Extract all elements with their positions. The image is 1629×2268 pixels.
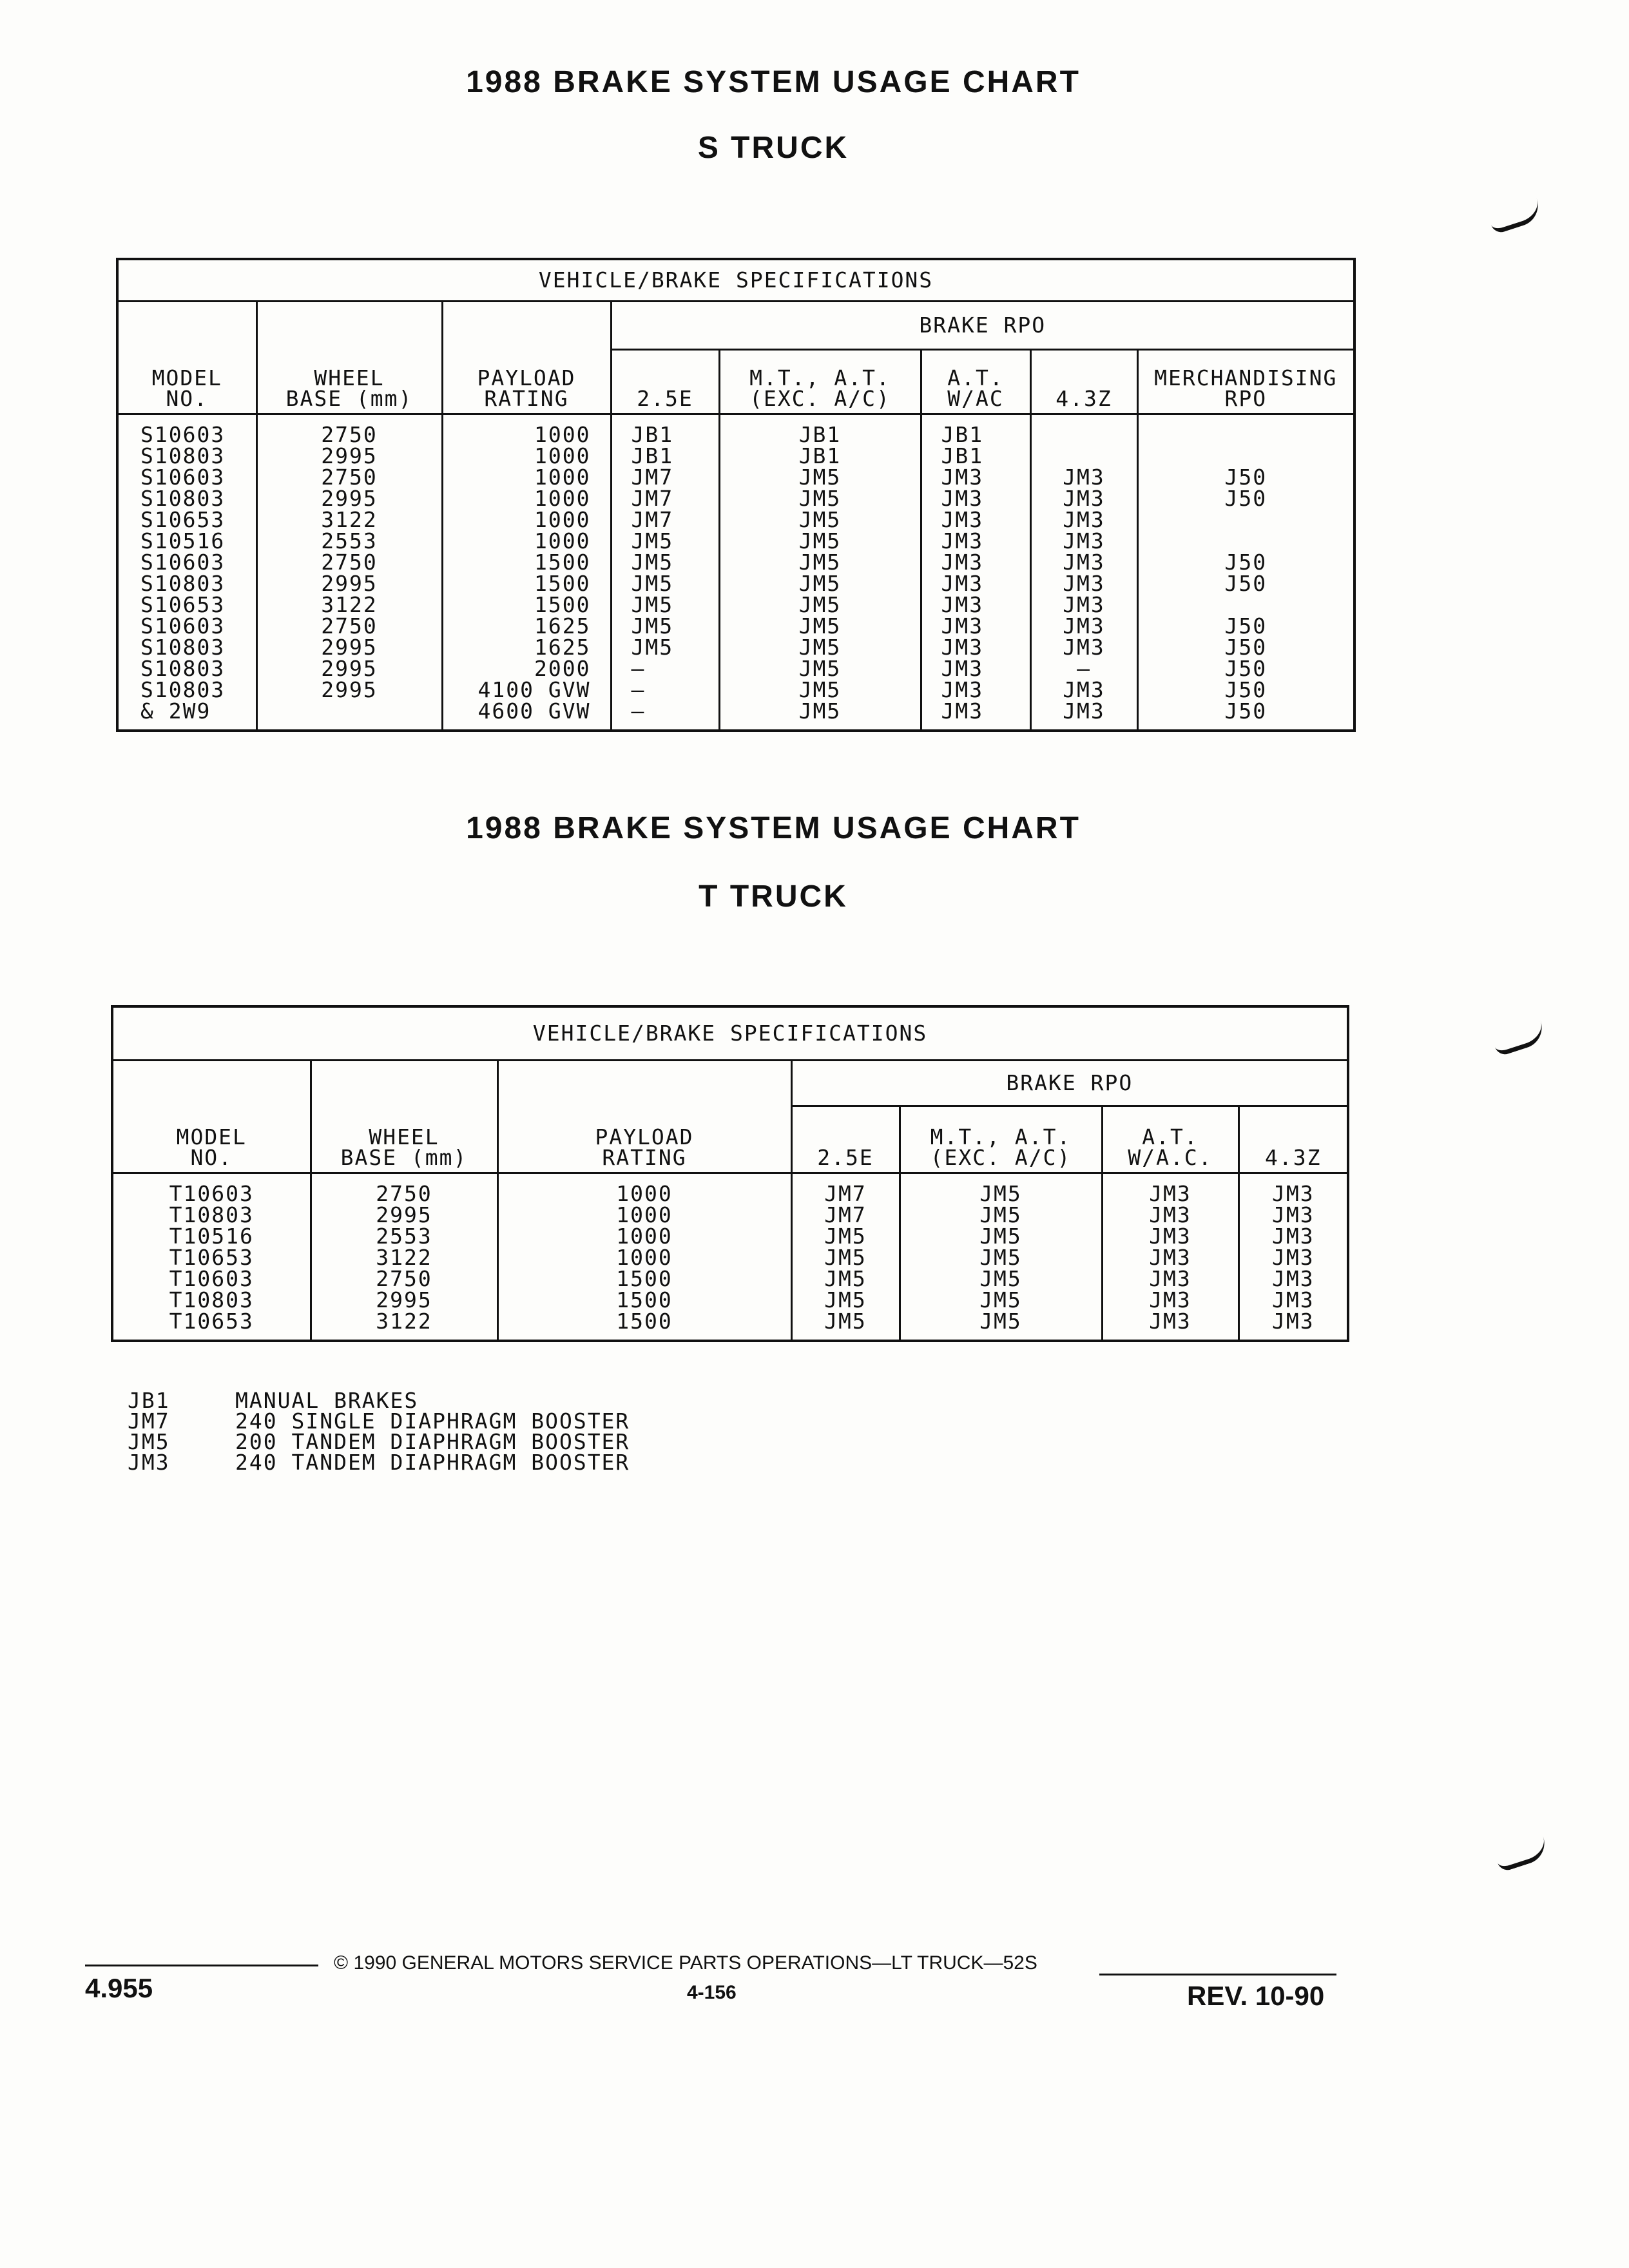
cell-line: JM3 (1063, 486, 1105, 511)
cell-line: JB1 (798, 443, 842, 468)
cell-line: JM7 (631, 465, 674, 490)
cell-line: T10603 (169, 1266, 254, 1291)
footer-rule-left (85, 1965, 318, 1966)
cell-line: JM3 (941, 465, 984, 490)
cell-line: JM3 (1149, 1266, 1191, 1291)
cell-line: T10653 (169, 1309, 254, 1334)
cell-line: J50 (1224, 613, 1268, 639)
cell-line: 1500 (534, 592, 591, 617)
cell-line: JM3 (941, 528, 984, 553)
cell-line: WHEEL (314, 365, 385, 390)
cell-line: JM5 (979, 1266, 1022, 1291)
cell-line: 2.5E (817, 1145, 874, 1170)
col-at-wac-header (1102, 1106, 1239, 1173)
cell-line: (EXC. A/C) (930, 1145, 1072, 1170)
cell-line: 2750 (321, 422, 378, 447)
cell-line: MERCHANDISING (1154, 365, 1338, 390)
model-no-column (112, 1173, 311, 1341)
cell-line: JM5 (824, 1224, 867, 1249)
cell-line: JM3 (1063, 613, 1105, 639)
cell-line: J50 (1224, 550, 1268, 575)
brake-rpo-header: BRAKE RPO (611, 302, 1354, 350)
cell-line: JM3 (1149, 1287, 1191, 1312)
cell-line: 2000 (534, 656, 591, 681)
cell-line: S10803 (140, 635, 226, 660)
cell-line: 1500 (616, 1309, 673, 1334)
cell-line: JM7 (631, 486, 674, 511)
cell-line: A.T. (947, 365, 1004, 390)
cell-line: 3122 (376, 1309, 432, 1334)
payload-rating-column (442, 414, 611, 731)
cell-line: JM5 (824, 1266, 867, 1291)
cell-line (1142, 445, 1350, 466)
wheel-base-column (311, 1173, 497, 1341)
cell-line: 1000 (616, 1181, 673, 1206)
payload-rating-header (497, 1061, 791, 1173)
legend-description: 200 TANDEM DIAPHRAGM BOOSTER (235, 1429, 630, 1454)
vehicle-brake-spec-header: VEHICLE/BRAKE SPECIFICATIONS (112, 1006, 1348, 1061)
col-at-wac-column (921, 414, 1030, 731)
cell-line: S10603 (140, 550, 226, 575)
cell-line: JM5 (631, 635, 674, 660)
t-truck-table (111, 1005, 1349, 1342)
merchandising-rpo-header (1137, 350, 1354, 414)
cell-line: JM3 (941, 592, 984, 617)
col-2-5e-column (611, 414, 719, 731)
cell-line: JM3 (1063, 550, 1105, 575)
cell-line: BASE (mm) (285, 386, 413, 411)
cell-line: JM3 (1149, 1224, 1191, 1249)
cell-line: WHEEL (369, 1124, 439, 1149)
legend-code: JM7 (128, 1408, 170, 1434)
cell-line: – (631, 677, 646, 702)
payload-rating-header (442, 302, 611, 414)
cell-line: JM3 (941, 486, 984, 511)
cell-line: 4600 GVW (477, 698, 591, 724)
legend-code: JM3 (128, 1450, 170, 1475)
cell-line (1142, 594, 1350, 615)
cell-line: 1000 (534, 528, 591, 553)
cell-line (1036, 424, 1133, 445)
s-truck-title: 1988 BRAKE SYSTEM USAGE CHART (466, 65, 1081, 99)
cell-line: RATING (484, 386, 569, 411)
cell-line: JM3 (941, 656, 984, 681)
s-truck-table (116, 258, 1356, 732)
merchandising-rpo-column (1137, 414, 1354, 731)
col-4-3z-column (1239, 1173, 1348, 1341)
cell-line: – (631, 656, 646, 681)
cell-line: 2750 (321, 550, 378, 575)
cell-line: 1000 (616, 1202, 673, 1227)
cell-line: T10803 (169, 1202, 254, 1227)
cell-line: NO. (190, 1145, 233, 1170)
table-body-row (112, 1173, 1348, 1341)
cell-line: S10653 (140, 592, 226, 617)
cell-line: JM5 (979, 1287, 1022, 1312)
wheel-base-header (311, 1061, 497, 1173)
hole-punch-mark (1492, 1021, 1547, 1057)
col-at-wac-header (921, 350, 1030, 414)
cell-line: MODEL (176, 1124, 247, 1149)
cell-line: 1500 (616, 1287, 673, 1312)
cell-line: & 2W9 (140, 698, 211, 724)
cell-line: M.T., A.T. (930, 1124, 1072, 1149)
cell-line: JM3 (1063, 528, 1105, 553)
cell-line: JM3 (941, 677, 984, 702)
footer-rule-right (1099, 1974, 1336, 1975)
cell-line: JM3 (941, 613, 984, 639)
cell-line: JM3 (1063, 465, 1105, 490)
cell-line: 2995 (321, 635, 378, 660)
cell-line: JM5 (798, 698, 842, 724)
cell-line: JM3 (1271, 1181, 1315, 1206)
cell-line: 1000 (534, 422, 591, 447)
cell-line: JM5 (798, 465, 842, 490)
cell-line: 1000 (616, 1224, 673, 1249)
cell-line: JM5 (798, 571, 842, 596)
cell-line: 2995 (321, 571, 378, 596)
cell-line: 1500 (616, 1266, 673, 1291)
cell-line: JM5 (824, 1309, 867, 1334)
cell-line: 1625 (534, 613, 591, 639)
cell-line: J50 (1224, 465, 1268, 490)
footer-copyright: © 1990 GENERAL MOTORS SERVICE PARTS OPERATIONS—LT TRUCK—52S (334, 1952, 1037, 1974)
hole-punch-mark (1488, 198, 1543, 235)
cell-line: 2.5E (637, 386, 693, 411)
hole-punch-mark (1494, 1836, 1550, 1872)
cell-line: JM5 (798, 613, 842, 639)
cell-line: JM5 (631, 571, 674, 596)
col-at-wac-column (1102, 1173, 1239, 1341)
cell-line: 2750 (376, 1266, 432, 1291)
cell-line: JM5 (798, 592, 842, 617)
cell-line: T10653 (169, 1245, 254, 1270)
cell-line: 3122 (321, 592, 378, 617)
footer-page-number: 4-156 (687, 1982, 737, 2003)
t-truck-title: 1988 BRAKE SYSTEM USAGE CHART (466, 811, 1081, 845)
cell-line: A.T. (1142, 1124, 1199, 1149)
t-truck-subtitle: T TRUCK (699, 879, 848, 914)
cell-line: JM3 (1149, 1245, 1191, 1270)
legend-description: 240 SINGLE DIAPHRAGM BOOSTER (235, 1408, 630, 1434)
cell-line: JM5 (979, 1202, 1022, 1227)
model-no-column (117, 414, 256, 731)
cell-line: 2750 (376, 1181, 432, 1206)
cell-line: JB1 (941, 443, 984, 468)
cell-line: JM3 (1063, 635, 1105, 660)
cell-line: JM3 (1149, 1181, 1191, 1206)
cell-line: JM7 (631, 507, 674, 532)
cell-line: JM5 (798, 528, 842, 553)
cell-line: 2995 (321, 486, 378, 511)
s-truck-subtitle: S TRUCK (697, 131, 849, 165)
model-no-header (112, 1061, 311, 1173)
cell-line: JM3 (941, 698, 984, 724)
col-2-5e-header (791, 1106, 900, 1173)
col-mt-at-header (719, 350, 921, 414)
cell-line: JM7 (824, 1202, 867, 1227)
cell-line: 2553 (321, 528, 378, 553)
cell-line: JM3 (1063, 592, 1105, 617)
cell-line: JM3 (1271, 1287, 1315, 1312)
cell-line: – (1077, 656, 1091, 681)
cell-line: JM3 (941, 571, 984, 596)
legend-description: MANUAL BRAKES (235, 1388, 419, 1413)
cell-line: JM5 (631, 550, 674, 575)
table-body-row (117, 414, 1354, 731)
cell-line: S10803 (140, 443, 226, 468)
cell-line: JM5 (798, 677, 842, 702)
cell-line: JM5 (798, 550, 842, 575)
vehicle-brake-spec-header: VEHICLE/BRAKE SPECIFICATIONS (117, 259, 1354, 302)
cell-line: JM5 (798, 486, 842, 511)
cell-line: 1000 (534, 486, 591, 511)
cell-line: 3122 (376, 1245, 432, 1270)
cell-line: T10803 (169, 1287, 254, 1312)
cell-line: BASE (mm) (340, 1145, 468, 1170)
legend-code: JM5 (128, 1429, 170, 1454)
cell-line: JM5 (979, 1245, 1022, 1270)
cell-line: MODEL (151, 365, 222, 390)
cell-line: JM5 (979, 1309, 1022, 1334)
cell-line: JM7 (824, 1181, 867, 1206)
cell-line: 2995 (321, 443, 378, 468)
legend-description: 240 TANDEM DIAPHRAGM BOOSTER (235, 1450, 630, 1475)
cell-line: JM3 (1271, 1245, 1315, 1270)
cell-line: J50 (1224, 677, 1268, 702)
cell-line: T10516 (169, 1224, 254, 1249)
cell-line: – (631, 698, 646, 724)
cell-line: JM5 (824, 1287, 867, 1312)
cell-line: JM3 (1063, 677, 1105, 702)
cell-line: 2750 (321, 465, 378, 490)
cell-line: JM5 (798, 635, 842, 660)
cell-line: J50 (1224, 656, 1268, 681)
cell-line: 2995 (376, 1287, 432, 1312)
cell-line: S10803 (140, 656, 226, 681)
cell-line: S10603 (140, 422, 226, 447)
cell-line: J50 (1224, 635, 1268, 660)
cell-line (1142, 424, 1350, 445)
col-2-5e-header (611, 350, 719, 414)
cell-line: JM3 (1271, 1202, 1315, 1227)
cell-line: 4.3Z (1265, 1145, 1322, 1170)
cell-line: 2995 (376, 1202, 432, 1227)
cell-line: JB1 (798, 422, 842, 447)
cell-line: S10653 (140, 507, 226, 532)
cell-line (1036, 445, 1133, 466)
cell-line: JM5 (979, 1181, 1022, 1206)
cell-line: JM3 (941, 550, 984, 575)
cell-line: JM5 (631, 592, 674, 617)
cell-line: 3122 (321, 507, 378, 532)
legend-code: JB1 (128, 1388, 170, 1413)
cell-line: PAYLOAD (595, 1124, 694, 1149)
cell-line: JM3 (1063, 571, 1105, 596)
cell-line: JB1 (631, 443, 674, 468)
cell-line: JM5 (824, 1245, 867, 1270)
cell-line: JM3 (1271, 1224, 1315, 1249)
cell-line: 2750 (321, 613, 378, 639)
cell-line: JM3 (1063, 698, 1105, 724)
cell-line: JB1 (631, 422, 674, 447)
col-4-3z-header (1030, 350, 1137, 414)
cell-line: S10603 (140, 613, 226, 639)
col-mt-at-column (719, 414, 921, 731)
cell-line: RPO (1224, 386, 1268, 411)
cell-line: 4.3Z (1055, 386, 1112, 411)
cell-line: 1000 (534, 507, 591, 532)
cell-line: 2995 (321, 656, 378, 681)
cell-line: 1625 (534, 635, 591, 660)
cell-line: J50 (1224, 571, 1268, 596)
wheel-base-column (256, 414, 442, 731)
cell-line: JM3 (1149, 1202, 1191, 1227)
model-no-header (117, 302, 256, 414)
cell-line: JM5 (979, 1224, 1022, 1249)
cell-line: JM5 (798, 656, 842, 681)
cell-line: S10803 (140, 677, 226, 702)
footer-revision: REV. 10-90 (1187, 1981, 1325, 2011)
col-4-3z-header (1239, 1106, 1348, 1173)
brake-code-legend (128, 1390, 630, 1473)
cell-line: JM5 (631, 528, 674, 553)
cell-line: M.T., A.T. (749, 365, 891, 390)
cell-line: JM3 (1271, 1309, 1315, 1334)
cell-line: J50 (1224, 486, 1268, 511)
col-4-3z-column (1030, 414, 1137, 731)
cell-line (1142, 530, 1350, 552)
cell-line: W/A.C. (1128, 1145, 1213, 1170)
cell-line: JM3 (941, 507, 984, 532)
cell-line (1142, 509, 1350, 530)
cell-line: 1000 (616, 1245, 673, 1270)
cell-line: 2553 (376, 1224, 432, 1249)
cell-line: JM3 (1271, 1266, 1315, 1291)
cell-line: JM5 (798, 507, 842, 532)
cell-line: S10803 (140, 486, 226, 511)
cell-line: S10516 (140, 528, 226, 553)
col-mt-at-header (900, 1106, 1102, 1173)
cell-line: 1500 (534, 550, 591, 575)
cell-line: PAYLOAD (477, 365, 576, 390)
cell-line: W/AC (947, 386, 1004, 411)
cell-line: RATING (602, 1145, 687, 1170)
cell-line: S10603 (140, 465, 226, 490)
cell-line: 2995 (321, 677, 378, 702)
legend-item (128, 1452, 630, 1473)
cell-line: 4100 GVW (477, 677, 591, 702)
cell-line: JM3 (941, 635, 984, 660)
brake-rpo-header: BRAKE RPO (791, 1061, 1348, 1106)
wheel-base-header (256, 302, 442, 414)
col-2-5e-column (791, 1173, 900, 1341)
cell-line: 1500 (534, 571, 591, 596)
cell-line: S10803 (140, 571, 226, 596)
cell-line: NO. (166, 386, 209, 411)
cell-line: JM3 (1063, 507, 1105, 532)
cell-line: T10603 (169, 1181, 254, 1206)
payload-rating-column (497, 1173, 791, 1341)
cell-line: JM5 (631, 613, 674, 639)
cell-line: JM3 (1149, 1309, 1191, 1334)
cell-line: J50 (1224, 698, 1268, 724)
cell-line: 1000 (534, 443, 591, 468)
cell-line: (EXC. A/C) (749, 386, 891, 411)
cell-line: JB1 (941, 422, 984, 447)
col-mt-at-column (900, 1173, 1102, 1341)
cell-line: 1000 (534, 465, 591, 490)
footer-section-number: 4.955 (85, 1973, 153, 2003)
